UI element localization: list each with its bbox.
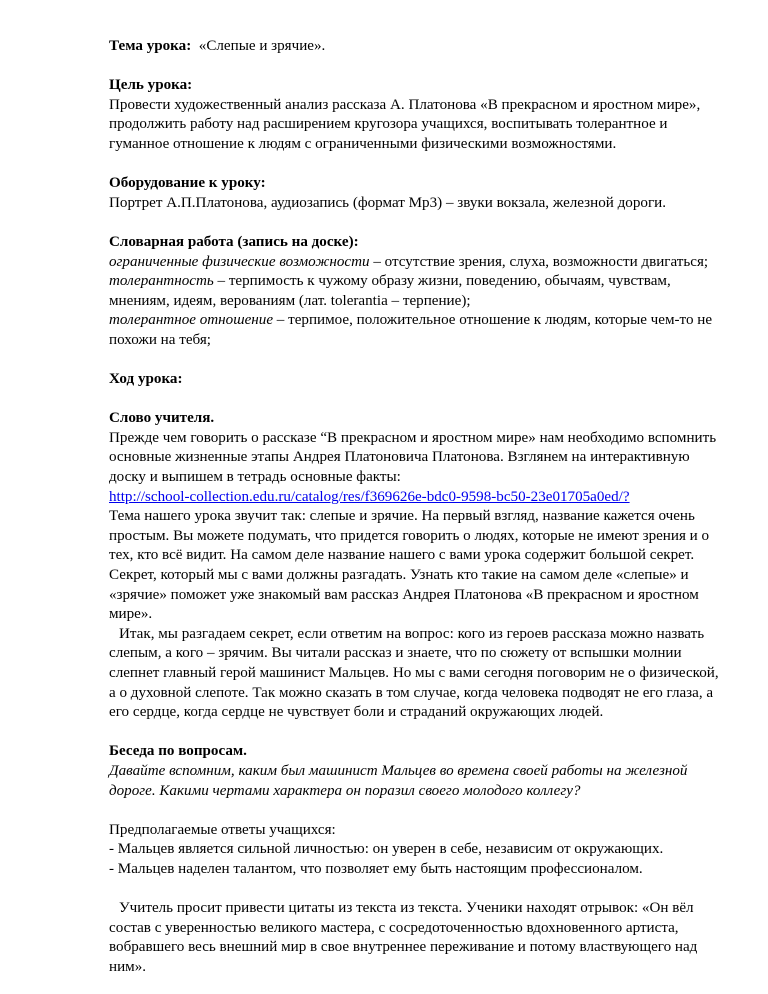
- vocabulary-heading: Словарная работа (запись на доске):: [109, 233, 359, 250]
- answers-label: Предполагаемые ответы учащихся:: [109, 821, 336, 838]
- vocabulary-item: [109, 272, 719, 311]
- resource-link-line: [109, 488, 719, 508]
- teacher-heading: Слово учителя.: [109, 410, 215, 427]
- answer-item: - Мальцев наделен талантом, что позволяет ему быть настоящим профессионалом.: [109, 860, 643, 877]
- goal-heading: Цель урока:: [109, 77, 193, 94]
- vocabulary-term: толерантное отношение: [109, 312, 274, 329]
- quote-paragraph: Учитель просит привести цитаты из текста из текста. Ученики находят отрывок: «Он вёл состав с уверенностью великого мастера, с сосредоточенностью вдохновенного артиста, вобравшего весь внешний мир в свое внутреннее переживание и потому властвующего над ним».: [109, 900, 698, 975]
- vocabulary-term: ограниченные физические возможности: [109, 253, 370, 270]
- vocabulary-definition: – терпимое, положительное отношение к людям, которые чем-то не похожи на тебя;: [109, 312, 713, 348]
- teacher-paragraph-1: Тема нашего урока звучит так: слепые и зрячие. На первый взгляд, название кажется очень простым. Вы можете подумать, что придется говорить о людях, которые не имеют зрения и о тех, кто всё видит. На самом деле название нашего с вами урока содержит большой секрет. Секрет, который мы с вами должны разгадать. Узнать кто такие на самом деле «слепые» и «зрячие» поможет уже знакомый вам рассказ Андрея Платонова «В прекрасном и яростном мире».: [109, 508, 710, 623]
- topic-label: Тема урока:: [109, 38, 192, 54]
- answer-item: - Мальцев является сильной личностью: он уверен в себе, независим от окружающих.: [109, 841, 664, 858]
- teacher-paragraph-2: Итак, мы разгадаем секрет, если ответим на вопрос: кого из героев рассказа можно назвать слепым, а кого – зрячим. Вы читали рассказ и знаете, что по сюжету от вспышки молнии слепнет главный герой машинист Мальцев. Но мы с вами сегодня поговорим не о физической, а о духовной слепоте. Так можно сказать в том случае, когда человека подводят не его глаза, а его сердце, когда сердце не чувствует боли и страданий окружающих людей.: [109, 625, 719, 721]
- discussion-question: Давайте вспомним, каким был машинист Мальцев во времена своей работы на железной дороге. Какими чертами характера он поразил своего молодого коллегу?: [109, 762, 688, 799]
- vocabulary-item: [109, 253, 719, 273]
- topic-value: «Слепые и зрячие».: [198, 38, 326, 54]
- vocabulary-definition: – терпимость к чужому образу жизни, поведению, обычаям, чувствам, мнениям, идеям, верованиям (лат. tolerantia – терпение);: [109, 273, 671, 309]
- teacher-intro: Прежде чем говорить о рассказе “В прекрасном и яростном мире» нам необходимо вспомнить основные жизненные этапы Андрея Платоновича Платонова. Взглянем на интерактивную доску и выпишем в тетрадь основные факты:: [109, 429, 717, 486]
- equipment-heading: Оборудование к уроку:: [109, 175, 266, 192]
- topic-line: [109, 37, 719, 57]
- equipment-text: Портрет А.П.Платонова, аудиозапись (формат Мр3) – звуки вокзала, железной дороги.: [109, 194, 666, 211]
- goal-text: Провести художественный анализ рассказа А. Платонова «В прекрасном и яростном мире», продолжить работу над расширением кругозора учащихся, воспитывать толерантное и гуманное отношение к людям с ограниченными физическими возможностями.: [109, 96, 701, 152]
- lesson-flow-heading: Ход урока:: [109, 371, 183, 388]
- vocabulary-term: толерантность: [109, 273, 214, 290]
- vocabulary-definition: – отсутствие зрения, слуха, возможности двигаться;: [369, 253, 709, 270]
- resource-link[interactable]: http://school-collection.edu.ru/catalog/res/f369626e-bdc0-9598-bc50-23e01705a0ed/?: [109, 488, 630, 505]
- lesson-plan-document: [109, 37, 719, 978]
- vocabulary-item: [109, 311, 719, 350]
- discussion-heading: Беседа по вопросам.: [109, 743, 247, 760]
